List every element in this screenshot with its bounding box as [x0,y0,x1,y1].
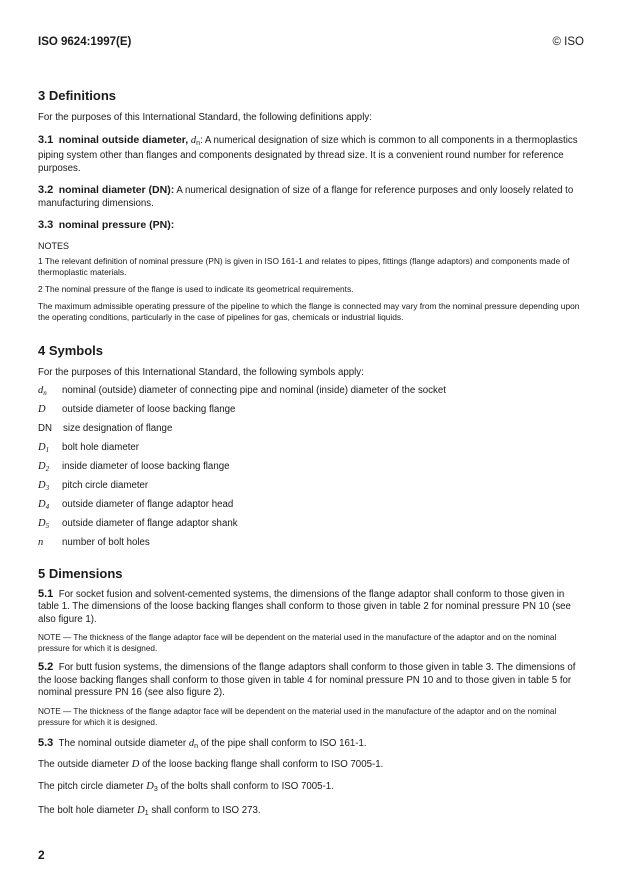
symbol: $D_2$ [38,460,50,473]
clause-text: For socket fusion and solvent-cemented systems, the dimensions of the flange adaptor shall conform to those given in table 1. The dimensions of the loose backing flanges shall conform to those given in table 2 for nominal pressure PN 10 (see also figure 1). [38,588,571,625]
symbol: d [188,737,195,749]
note-3: The maximum admissible operating pressure of the pipeline to which the flange is connected may vary from the nominal pressure depending upon the operating conditions, particularly in the case of pipelines for gas, chemicals or industrial liquids. [38,301,580,322]
symbol-description: outside diameter of flange adaptor head [62,498,234,510]
page-content [38,88,586,821]
clause-number: 5.3 [38,736,54,749]
symbol: $D_1$ [38,441,50,454]
clause-number: 3.1 [38,133,54,146]
clause-5-3 [38,737,586,754]
clause-number: 5.1 [38,587,54,600]
definition-3-2 [38,184,586,210]
symbol: $D_5$ [38,517,50,530]
symbol: $D_3$ [38,479,50,492]
term: nominal outside diameter, [58,133,189,146]
clause-5-1 [38,588,586,627]
page-number: 2 [38,848,45,862]
definition-3-1 [38,134,586,176]
definition-text: A numerical designation of size of a flange for reference purposes and only loosely related to manufacturing dimensions. [38,185,574,209]
copyright-mark: © ISO [552,36,584,48]
clause-number: 3.2 [38,184,54,196]
symbol-description: outside diameter of flange adaptor shank [62,517,238,529]
clause-text: of the pipe shall conform to ISO 161-1. [200,737,367,749]
subscript: n [194,742,198,750]
symbol-row [38,461,586,480]
symbol-description: nominal (outside) diameter of connecting pipe and nominal (inside) diameter of the socket [62,384,446,396]
note-5-2: NOTE — The thickness of the flange adaptor face will be dependent on the material used in the manufacture of the adaptor and on the nominal pressure for which it is designed. [38,706,557,727]
section-5-title: 5 Dimensions [38,565,123,581]
symbol: n [38,536,44,548]
symbol: d [190,134,197,146]
symbol-list [38,385,586,556]
symbol: $d_n$ [38,384,47,397]
symbol-row [38,480,586,499]
symbol-description: number of bolt holes [62,536,150,548]
note-1: 1 The relevant definition of nominal pressure (PN) is given in ISO 161-1 and relates to pipes, fittings (flange adaptors) and components made of thermoplastic materials. [38,256,570,277]
symbol-row [38,499,586,518]
symbol-description: size designation of flange [63,422,173,434]
symbol-row [38,404,586,423]
section-4-intro: For the purposes of this International Standard, the following symbols apply: [38,367,364,378]
symbol: DN [38,422,52,434]
section-4-title: 4 Symbols [38,343,104,358]
section-3-title: 3 Definitions [38,88,117,103]
definition-3-3 [38,219,586,233]
term: nominal diameter (DN): [58,184,175,196]
clause-text: For butt fusion systems, the dimensions of the flange adaptors shall conform to those given in table 3. The dimensions of the loose backing flanges shall conform to those given in table 4 for nominal pressure PN 10 and to those given in table 5 for nominal pressure PN 16 (see also figure 2). [38,662,576,698]
section-3-intro: For the purposes of this International Standard, the following definitions apply: [38,112,372,123]
symbol: D [131,759,140,770]
subscript: 1 [144,810,149,817]
note-2: 2 The nominal pressure of the flange is used to indicate its geometrical requirements. [38,284,354,294]
bolt-hole-requirement: The bolt hole diameter $D_1$ shall conform to ISO 273. [38,805,261,817]
symbol-row [38,423,586,442]
clause-text: The nominal outside diameter [58,737,187,749]
symbol-row [38,442,586,461]
document-id: ISO 9624:1997(E) [38,36,132,48]
subscript: 3 [153,785,158,793]
symbol: D [137,805,145,816]
symbol-description: inside diameter of loose backing flange [62,460,230,472]
symbol-description: outside diameter of loose backing flange [62,403,236,415]
term: nominal pressure (PN): [58,219,175,231]
symbol-description: pitch circle diameter [62,479,149,491]
symbol: $D_4$ [38,498,50,511]
pitch-circle-requirement: The pitch circle diameter $D_3$ of the bolts shall conform to ISO 7005-1. [38,780,334,793]
symbol-row [38,537,586,556]
clause-5-2 [38,661,586,700]
symbol-row [38,385,586,404]
symbol: D [146,780,154,792]
clause-number: 5.2 [38,661,54,673]
note-5-1: NOTE — The thickness of the flange adaptor face will be dependent on the material used in the manufacture of the adaptor and on the nominal pressure for which it is designed. [38,633,557,653]
symbol: D [38,403,46,415]
notes-label: NOTES [38,240,70,251]
symbol-row [38,518,586,537]
symbol-description: bolt hole diameter [62,441,140,453]
subscript: n [196,139,201,147]
clause-number: 3.3 [38,219,54,231]
definition-text: : A numerical designation of size which is common to all components in a thermoplastics piping system other than flanges and components designated by thread size. It is a convenient round number for reference purposes. [38,134,578,174]
outside-diameter-requirement: The outside diameter D of the loose backing flange shall conform to ISO 7005-1. [38,759,384,770]
